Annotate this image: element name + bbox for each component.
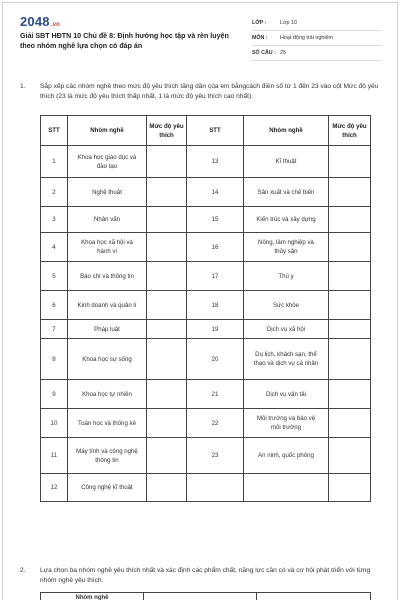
row-number: 16 [187, 233, 244, 262]
preference-input[interactable] [329, 291, 371, 320]
table-row [41, 438, 371, 474]
preference-input[interactable] [147, 262, 187, 291]
meta-value: Hoạt động trải nghiệm [280, 35, 334, 41]
preference-input[interactable] [147, 380, 187, 409]
preference-input[interactable] [329, 474, 371, 502]
row-number: 2 [41, 178, 68, 207]
career-group-name: Thú y [244, 262, 329, 291]
table-row [41, 409, 371, 438]
col-header-preference: Mức độ yêu thích [147, 116, 187, 146]
meta-value: 25 [280, 50, 286, 56]
row-number [187, 474, 244, 502]
row-number: 12 [41, 474, 68, 502]
career-group-name: Sản xuất và chế biến [244, 178, 329, 207]
career-group-name: Sức khỏe [244, 291, 329, 320]
career-group-name: Du lịch, khách sạn, thể thao và dịch vụ cá nhân [244, 339, 329, 380]
meta-key: LỚP : [252, 20, 267, 26]
col-header-career-group: Nhóm nghề [68, 116, 147, 146]
row-number: 5 [41, 262, 68, 291]
preference-input[interactable] [329, 146, 371, 178]
preference-input[interactable] [329, 262, 371, 291]
meta-key: MÔN : [252, 35, 268, 41]
col-header-preference: Mức độ yêu thích [329, 116, 371, 146]
meta-row-subject [252, 31, 382, 46]
meta-row-class [252, 16, 382, 31]
career-group-name: Khoa học giáo dục và đào tạo [68, 146, 147, 178]
career-group-name: Máy tính và công nghệ thông tin [68, 438, 147, 474]
career-group-name: Khoa học sự sống [68, 339, 147, 380]
row-number: 4 [41, 233, 68, 262]
career-group-name: Môi trường và bảo vệ môi trường [244, 409, 329, 438]
career-group-name: Dịch vụ vận tải [244, 380, 329, 409]
meta-key: SỐ CÂU : [252, 50, 276, 56]
table-cell [144, 593, 257, 600]
table-row [41, 320, 371, 339]
row-number: 14 [187, 178, 244, 207]
preference-input[interactable] [147, 474, 187, 502]
career-group-name: Nông, lâm nghiệp và thủy sản [244, 233, 329, 262]
table-cell [257, 593, 371, 600]
preference-input[interactable] [147, 339, 187, 380]
career-group-name: Khoa học tự nhiên [68, 380, 147, 409]
table-row [41, 339, 371, 380]
table-row [41, 233, 371, 262]
preference-input[interactable] [329, 233, 371, 262]
career-group-name [244, 474, 329, 502]
preference-input[interactable] [329, 339, 371, 380]
preference-input[interactable] [329, 178, 371, 207]
row-number: 10 [41, 409, 68, 438]
row-number: 9 [41, 380, 68, 409]
preference-input[interactable] [147, 233, 187, 262]
career-ranking-table [40, 115, 371, 502]
logo-main: 2048 [20, 14, 50, 29]
col-header-career-group: Nhóm nghề [41, 593, 144, 600]
table-row [41, 474, 371, 502]
table-row [41, 178, 371, 207]
preference-input[interactable] [147, 291, 187, 320]
preference-input[interactable] [329, 380, 371, 409]
col-header-career-group: Nhóm nghề [244, 116, 329, 146]
table-row [41, 380, 371, 409]
preference-input[interactable] [147, 320, 187, 339]
table-row [41, 262, 371, 291]
meta-row-question-count [252, 46, 382, 61]
meta-value: Lớp 10 [280, 20, 298, 26]
career-group-name: Dịch vụ xã hội [244, 320, 329, 339]
site-logo[interactable] [20, 14, 60, 29]
preference-input[interactable] [147, 207, 187, 233]
preference-input[interactable] [147, 409, 187, 438]
page-header [20, 14, 382, 64]
career-group-name: An ninh, quốc phòng [244, 438, 329, 474]
row-number: 20 [187, 339, 244, 380]
row-number: 6 [41, 291, 68, 320]
preference-input[interactable] [329, 320, 371, 339]
row-number: 19 [187, 320, 244, 339]
question-text: Sắp xếp các nhóm nghề theo mức độ yêu thích tăng dần của em bằngcách điền số từ 1 đến 23 vào cột Mức độ yêu thích (23 là mức độ yêu thích thấp nhất, 1 là mức độ yêu thích cao nhất). [40, 83, 379, 100]
meta-info-box [252, 16, 382, 61]
col-header-stt: STT [187, 116, 244, 146]
table-row [41, 207, 371, 233]
career-group-name: Nhân văn [68, 207, 147, 233]
row-number: 1 [41, 146, 68, 178]
row-number: 3 [41, 207, 68, 233]
career-group-name: Kinh doanh và quản lí [68, 291, 147, 320]
row-number: 22 [187, 409, 244, 438]
career-group-name: Khoa học xã hội và hành vi [68, 233, 147, 262]
row-number: 17 [187, 262, 244, 291]
career-group-name: Pháp luật [68, 320, 147, 339]
row-number: 8 [41, 339, 68, 380]
career-group-name: Nghệ thuật [68, 178, 147, 207]
preference-input[interactable] [147, 178, 187, 207]
career-group-name: Kiến trúc và xây dựng [244, 207, 329, 233]
row-number: 21 [187, 380, 244, 409]
preference-input[interactable] [329, 438, 371, 474]
career-group-name: Toán học và thống kê [68, 409, 147, 438]
table-header-row [41, 116, 371, 146]
career-group-name: Báo chí và thông tin [68, 262, 147, 291]
preference-input[interactable] [329, 409, 371, 438]
question-2 [20, 566, 382, 586]
table-row [41, 146, 371, 178]
logo-tld: .vn [50, 22, 61, 28]
career-group-name: Công nghệ kĩ thuật [68, 474, 147, 502]
row-number: 18 [187, 291, 244, 320]
question-number: 2. [20, 567, 26, 574]
table-row [41, 291, 371, 320]
col-header-stt: STT [41, 116, 68, 146]
row-number: 23 [187, 438, 244, 474]
row-number: 7 [41, 320, 68, 339]
preference-input[interactable] [147, 438, 187, 474]
career-analysis-table [40, 592, 371, 600]
table-header-row [41, 593, 371, 600]
question-text: Lựa chọn ba nhóm nghề yêu thích nhất và xác định các phẩm chất, năng lực cần có và cơ hội phát triển với từng nhóm nghề yêu thích. [40, 567, 371, 584]
row-number: 15 [187, 207, 244, 233]
career-group-name: Kĩ thuật [244, 146, 329, 178]
document-title: Giải SBT HĐTN 10 Chủ đề 8: Định hướng học tập và rèn luyện theo nhóm nghề lựa chọn có đáp án [20, 32, 229, 50]
question-number: 1. [20, 83, 26, 90]
preference-input[interactable] [147, 146, 187, 178]
row-number: 11 [41, 438, 68, 474]
preference-input[interactable] [329, 207, 371, 233]
row-number: 13 [187, 146, 244, 178]
question-1 [20, 82, 382, 102]
